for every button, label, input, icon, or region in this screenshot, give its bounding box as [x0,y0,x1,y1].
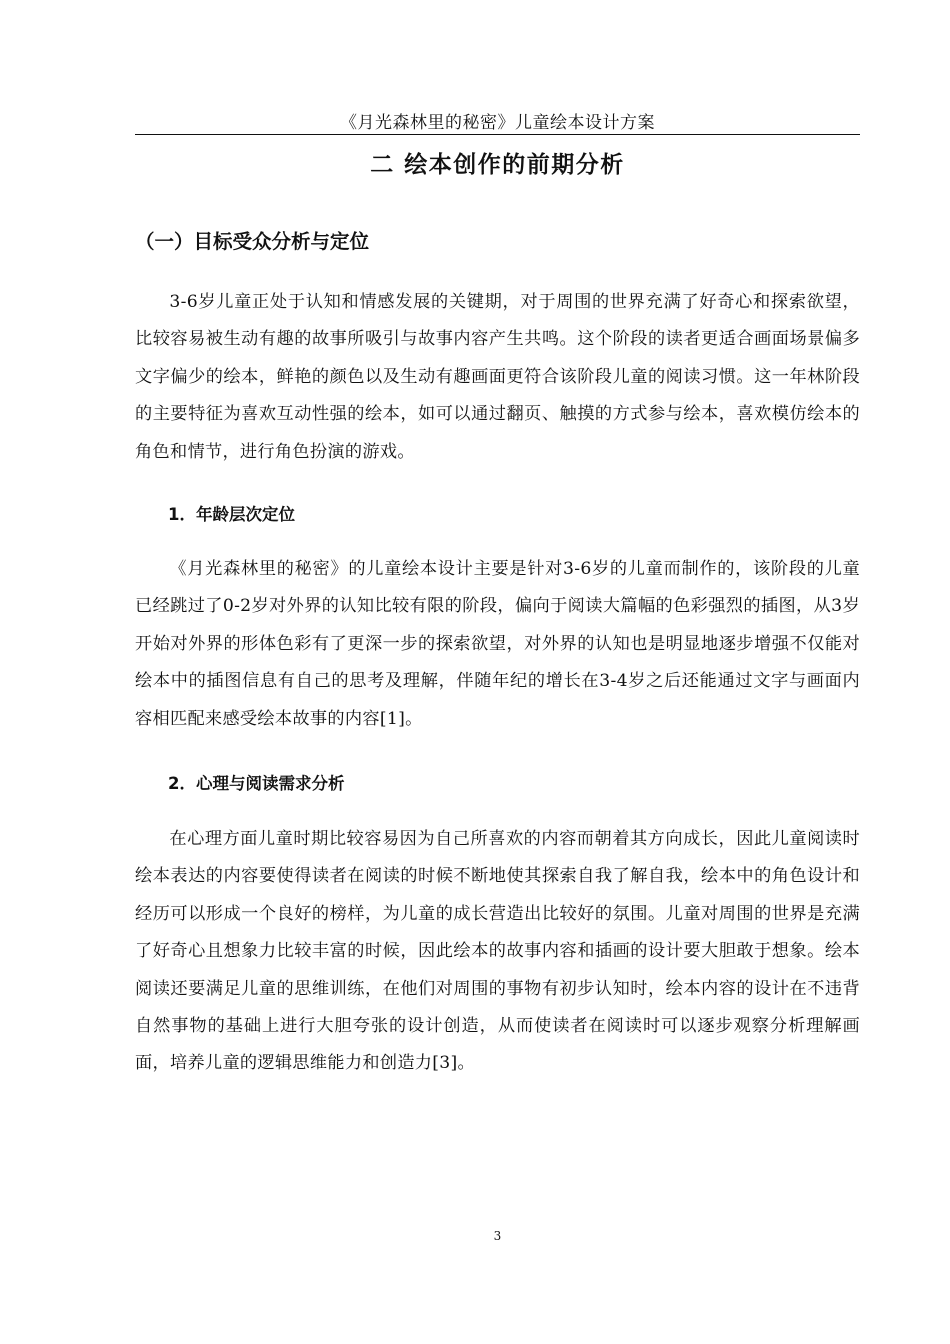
subsection-heading-psychology: 2．心理与阅读需求分析 [168,774,345,793]
age-paragraph: 《月光森林里的秘密》的儿童绘本设计主要是针对3-6岁的儿童而制作的，该阶段的儿童已经跳过了0-2岁对外界的认知比较有限的阶段，偏向于阅读大篇幅的色彩强烈的插图，从3岁开始对外界的形体色彩有了更深一步的探索欲望，对外界的认知也是明显地逐步增强不仅能对绘本中的插图信息有自己的思考及理解，伴随年纪的增长在3-4岁之后还能通过文字与画面内容相匹配来感受绘本故事的内容[1]。 [135,559,860,729]
section-heading: （一）目标受众分析与定位 [135,230,370,253]
psychology-paragraph: 在心理方面儿童时期比较容易因为自己所喜欢的内容而朝着其方向成长，因此儿童阅读时绘本表达的内容要使得读者在阅读的时候不断地使其探索自我了解自我，绘本中的角色设计和经历可以形成一个良好的榜样，为儿童的成长营造出比较好的氛围。儿童对周围的世界是充满了好奇心且想象力比较丰富的时候，因此绘本的故事内容和插画的设计要大胆敢于想象。绘本阅读还要满足儿童的思维训练，在他们对周围的事物有初步认知时，绘本内容的设计在不违背自然事物的基础上进行大胆夸张的设计创造，从而使读者在阅读时可以逐步观察分析理解画面，培养儿童的逻辑思维能力和创造力[3]。 [135,829,860,1074]
page-number: 3 [493,1229,502,1243]
intro-paragraph: 3-6岁儿童正处于认知和情感发展的关键期，对于周围的世界充满了好奇心和探索欲望，比较容易被生动有趣的故事所吸引与故事内容产生共鸣。这个阶段的读者更适合画面场景偏多文字偏少的绘本，鲜艳的颜色以及生动有趣画面更符合该阶段儿童的阅读习惯。这一年林阶段的主要特征为喜欢互动性强的绘本，如可以通过翻页、触摸的方式参与绘本，喜欢模仿绘本的角色和情节，进行角色扮演的游戏。 [135,292,860,462]
subsection-heading-age: 1．年龄层次定位 [168,505,295,524]
running-header: 《月光森林里的秘密》儿童绘本设计方案 [340,113,655,133]
chapter-title: 二 绘本创作的前期分析 [370,152,625,178]
header-divider [135,134,860,135]
